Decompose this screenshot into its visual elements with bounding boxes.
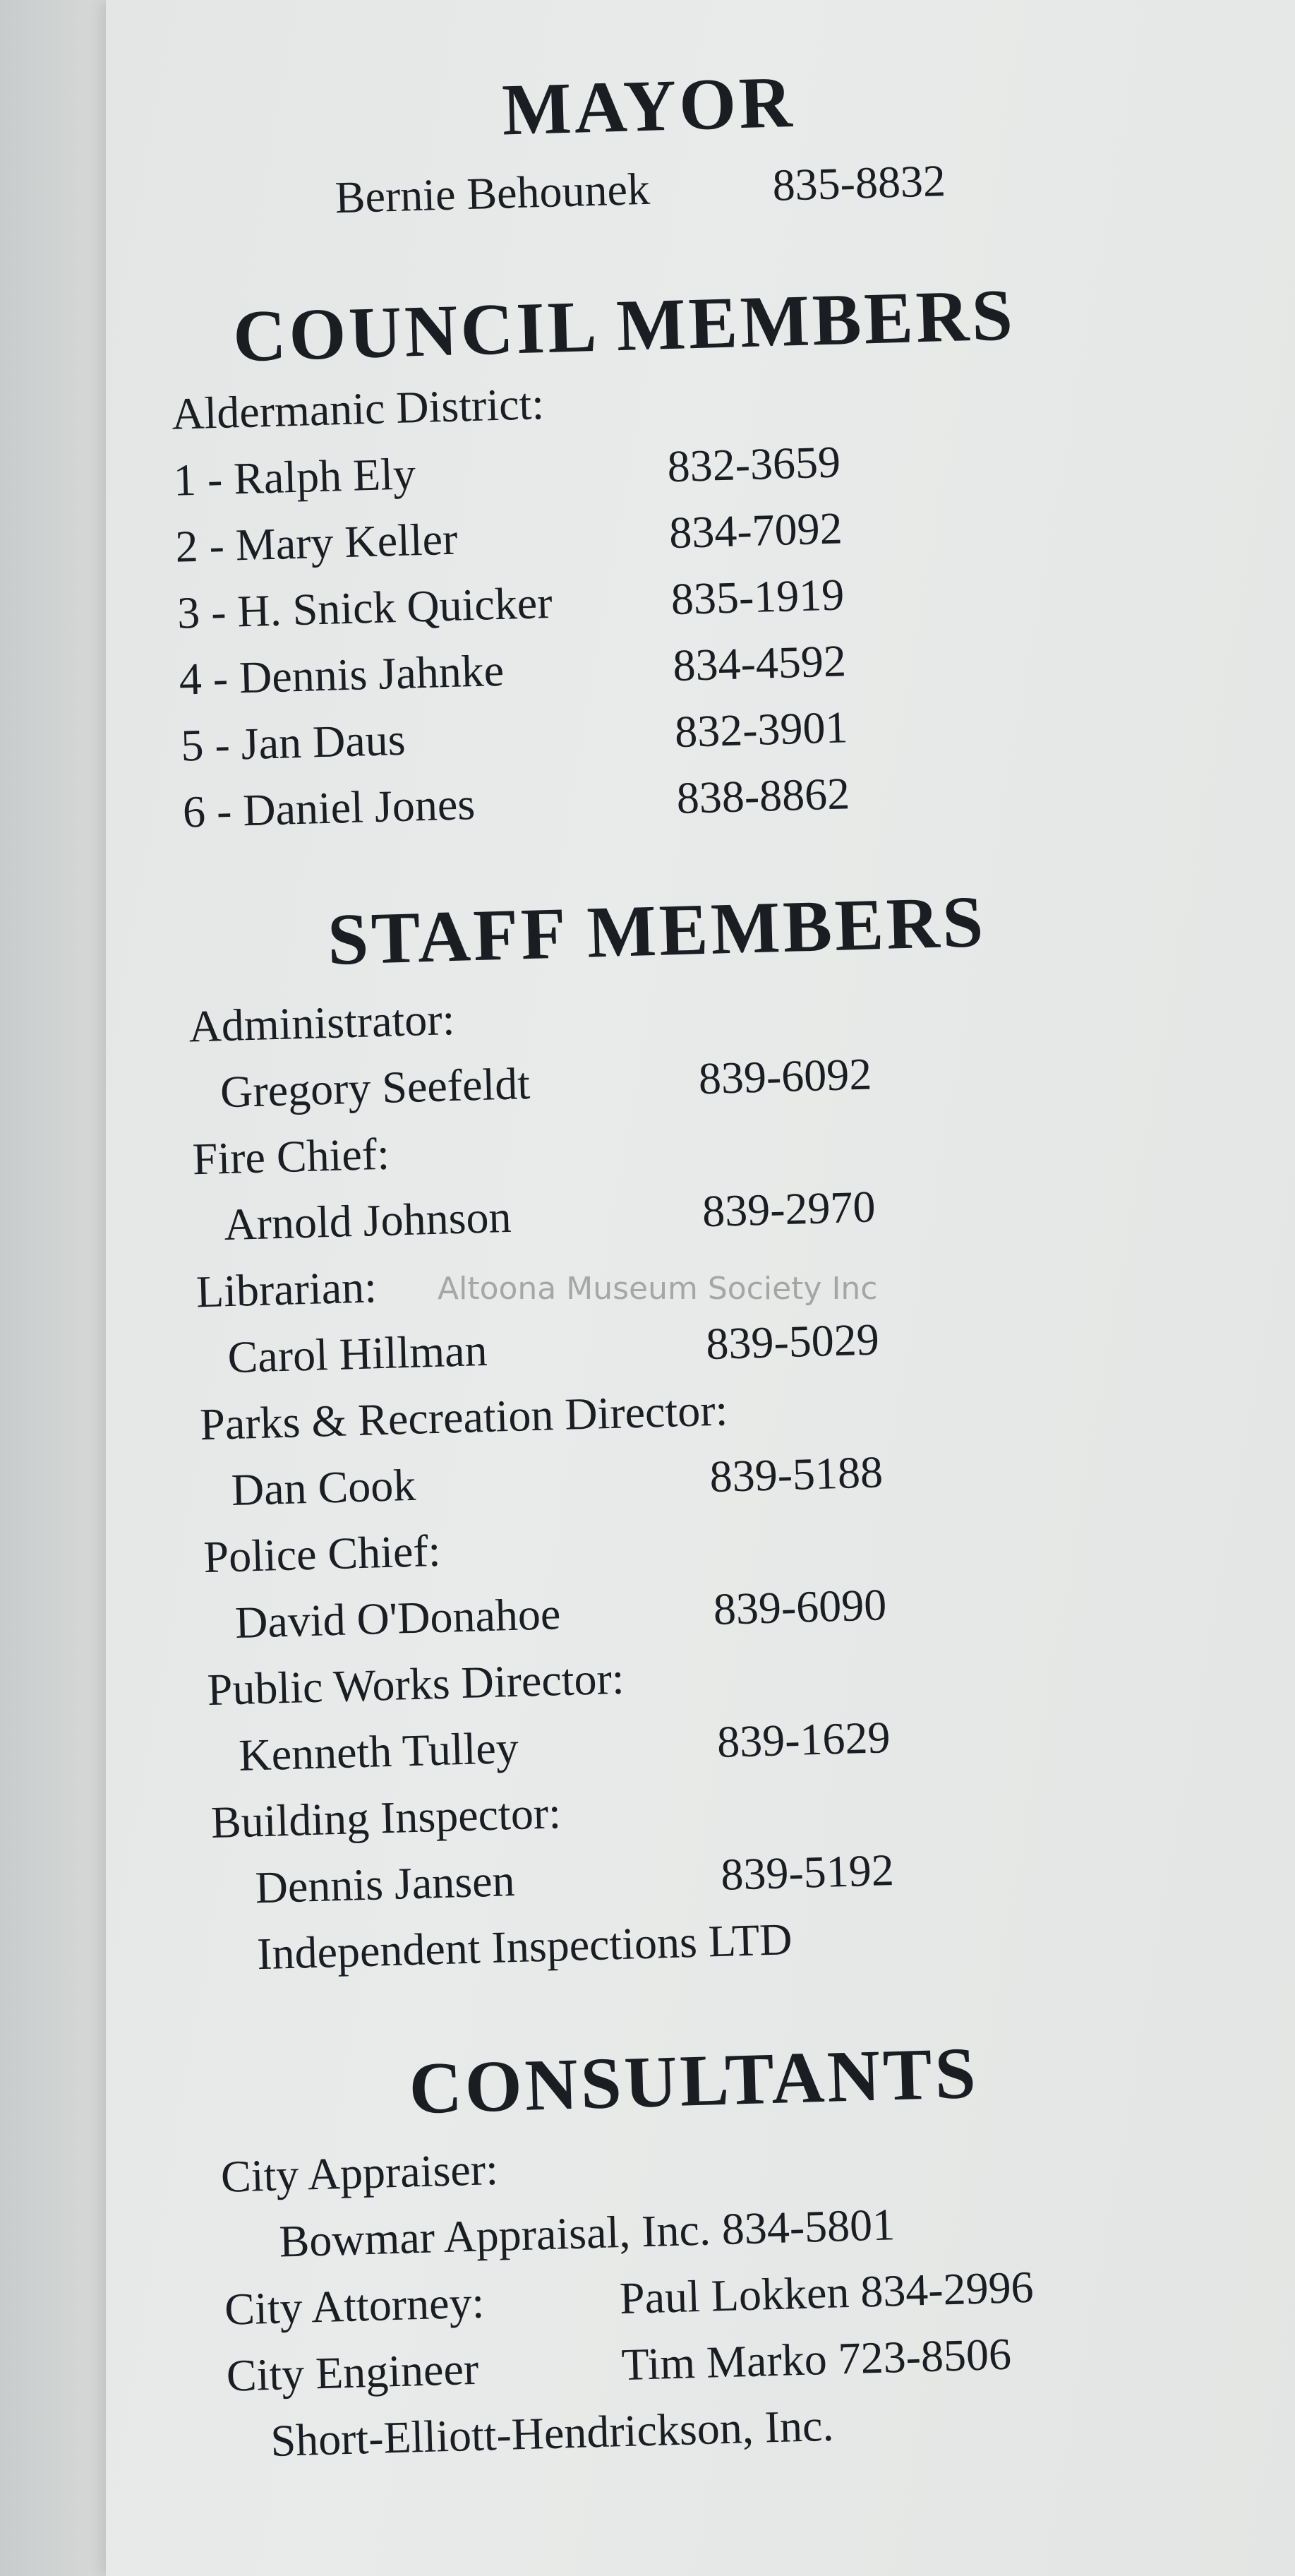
appraiser-title: City Appraiser: [220, 2143, 499, 2202]
council-member-name: 5 - Jan Daus [180, 714, 406, 771]
mayor-line [335, 154, 971, 238]
binding-edge [0, 0, 106, 2576]
staff-member-phone: 839-5192 [720, 1845, 895, 1900]
staff-member-phone: 839-2970 [701, 1181, 877, 1237]
staff-title: Police Chief: [203, 1525, 442, 1583]
attorney-title: City Attorney: [224, 2277, 486, 2335]
council-member-phone: 834-4592 [672, 635, 847, 691]
staff-member-phone: 839-6090 [712, 1579, 888, 1635]
staff-member-name: Gregory Seefeldt [219, 1058, 531, 1118]
mayor-section [162, 50, 1155, 254]
staff-heading: STAFF MEMBERS [326, 880, 987, 981]
staff-section [186, 874, 1204, 1995]
consultants-section [217, 2025, 1217, 2483]
council-section [169, 269, 1171, 853]
watermark-text: Altoona Museum Society Inc [438, 1271, 878, 1307]
council-member-name: 6 - Daniel Jones [182, 779, 476, 837]
staff-member-phone: 839-6092 [697, 1048, 873, 1104]
staff-title: Administrator: [188, 993, 456, 1052]
staff-member-phone: 839-1629 [716, 1712, 891, 1767]
engineer-title: City Engineer [225, 2343, 480, 2401]
council-member-name: 2 - Mary Keller [174, 513, 459, 572]
staff-member-name: Kenneth Tulley [238, 1722, 519, 1780]
council-member-name: 1 - Ralph Ely [172, 448, 416, 505]
staff-title: Public Works Director: [206, 1653, 625, 1715]
council-list [173, 427, 1171, 853]
council-member-phone: 832-3659 [666, 436, 841, 492]
attorney-line: Paul Lokken 834-2996 [619, 2261, 1035, 2324]
staff-member-name: Dan Cook [230, 1459, 417, 1516]
staff-member-name: Dennis Jansen [254, 1855, 516, 1913]
staff-member-name: Arnold Johnson [223, 1191, 512, 1250]
directory-content [162, 50, 1217, 2483]
engineer-line: Tim Marko 723-8506 [620, 2328, 1012, 2390]
aldermanic-district-label: Aldermanic District: [171, 378, 545, 439]
council-member-phone: 835-1919 [670, 569, 845, 625]
staff-member-name: Carol Hillman [227, 1324, 488, 1383]
appraiser-line: Bowmar Appraisal, Inc. 834-5801 [278, 2199, 896, 2267]
mayor-heading: MAYOR [500, 61, 796, 151]
staff-title: Librarian: [195, 1262, 378, 1317]
council-member-phone: 834-7092 [668, 503, 843, 558]
council-member-name: 3 - H. Snick Quicker [176, 577, 553, 638]
inspector-company: Independent Inspections LTD [256, 1914, 793, 1979]
mayor-phone: 835-8832 [771, 155, 946, 210]
consultants-heading: CONSULTANTS [408, 2032, 980, 2130]
mayor-name: Bernie Behounek [334, 163, 651, 223]
staff-title: Building Inspector: [210, 1787, 562, 1848]
council-member-phone: 832-3901 [674, 702, 849, 757]
staff-title: Fire Chief: [191, 1128, 390, 1185]
council-heading: COUNCIL MEMBERS [231, 274, 1017, 378]
staff-member-phone: 839-5029 [705, 1314, 880, 1370]
staff-title: Parks & Recreation Director: [199, 1384, 729, 1450]
engineer-company: Short-Elliott-Hendrickson, Inc. [270, 2400, 835, 2467]
staff-member-phone: 839-5188 [709, 1446, 884, 1502]
staff-member-name: David O'Donahoe [234, 1588, 562, 1648]
council-member-phone: 838-8862 [675, 768, 850, 824]
council-member-name: 4 - Dennis Jahnke [178, 645, 505, 705]
